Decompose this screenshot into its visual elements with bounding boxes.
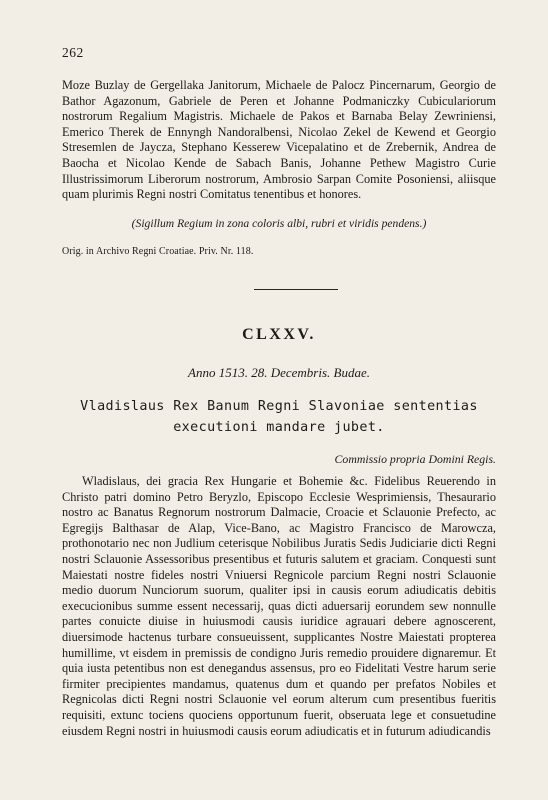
document-body: Wladislaus, dei gracia Rex Hungarie et Bohemie &c. Fidelibus Reuerendo in Christo patri domino Petro Beryzlo, Episcopo Ecclesie Wesprimiensis, Thesaurario nostro ac Banatus Regnorum nostrorum Dalmacie, Croacie et Sclauonie Prefecto, ac Egregijs Balthasar de Alap, Vice-Bano, ac Magistro Francisco de Marowcza, prothonotario nec non Judlium ceterisque Nobilibus Juratis Sedis Judiciarie dicti Regni nostri Sclauonie Assessoribus presentibus et futuris salutem et graciam. Conquesti sunt Maiestati nostre fideles nostri Vniuersi Regnicole parcium Regni nostri Sclauonie medio duorum Nunciorum suorum, qualiter ipsi in causis eorum adiudicatis debitis execucionibus summe essent necessarij, quas dicti aduersarij eorundem sew nonnulle partes conuicte diuise in huiusmodi causis iuridice agrauari debere agnoscerent, diuersimode hactenus turbare consueuissent, supplicantes Nostre Maiestati propterea humillime, vt eisdem in premissis de condigno Juris remedio prouidere dignaremur. Et quia iusta petentibus non est denegandus assensus, pro eo Fidelitati Vestre harum serie firmiter precipientes mandamus, quatenus dum et quando per prefatos Nobiles et Regnicolas dicti Regni nostri Sclauonie vel eorum alterum cum presentibus fueritis requisiti, extunc tociens quociens opportunum fuerit, obseruata lege et consuetudine eiusdem Regni nostri in huiusmodi causis eorum adiudicatis et in futurum adiudicandis [62, 474, 496, 738]
seal-note: (Sigillum Regium in zona coloris albi, rubri et viridis pendens.) [131, 217, 427, 230]
section-divider [254, 289, 338, 290]
commissio-note: Commissio propria Domini Regis. [334, 452, 496, 466]
page-number: 262 [62, 45, 84, 60]
document-number: CLXXV. [242, 326, 316, 343]
continued-paragraph: Moze Buzlay de Gergellaka Janitorum, Michaele de Palocz Pincernarum, Georgio de Bathor Agazonum, Gabriele de Peren et Johanne Podmaniczky Cubiculariorum nostrorum Regalium Magistris. Michaele de Pakos et Barnaba Belay Zewriniensi, Emerico Therek de Ennyngh Nandoralbensi, Nicolao Zekel de Kewend et Georgio Stresemlen de Jaycza, Stephano Kesserew Vicepalatino et de Zrebernik, Andrea de Baocha et Nicolao Kende de Sabach Banis, Johanne Pethew Magistro Curie Illustrissimorum Liberorum nostrorum, Ambrosio Sarpan Comite Posoniensi, aliisque quam plurimis Regni nostri Comitatus tenentibus et honores. [62, 78, 496, 202]
origin-note: Orig. in Archivo Regni Croatiae. Priv. Nr. 118. [62, 246, 254, 257]
document-summary: Vladislaus Rex Banum Regni Slavoniae sententias executioni mandare jubet. [80, 399, 478, 435]
document-dateline: Anno 1513. 28. Decembris. Budae. [188, 365, 370, 380]
